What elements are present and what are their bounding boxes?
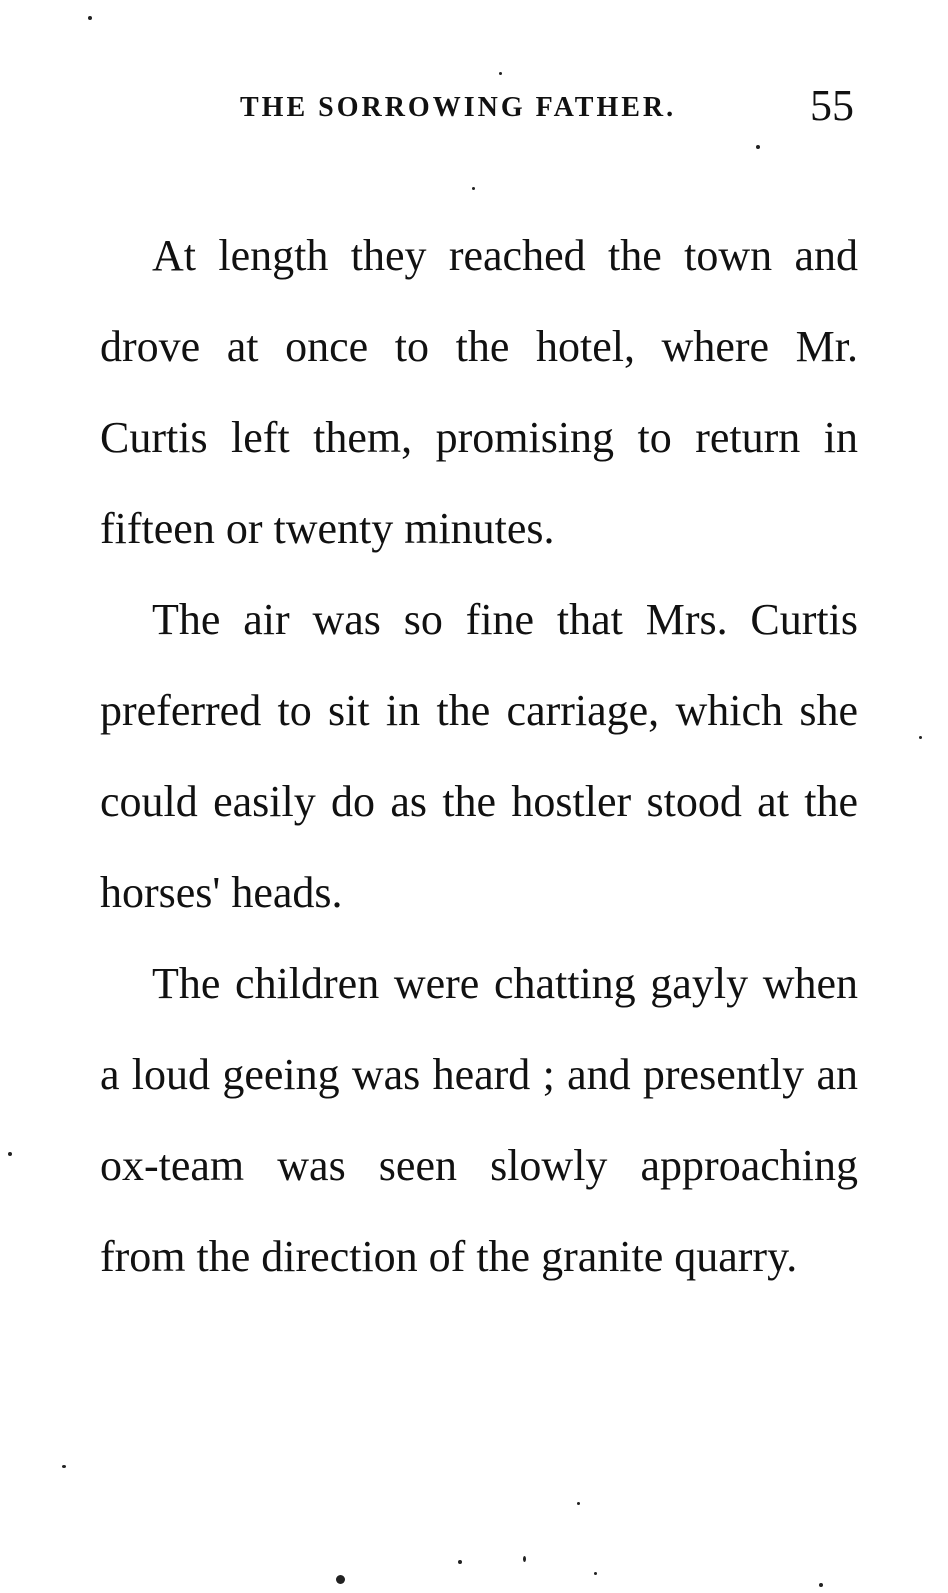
running-title: THE SORROWING FATHER. <box>240 92 677 123</box>
scan-speck <box>919 736 922 739</box>
paragraph-3: The children were chatting gayly when a loud geeing was heard ; and presently an ox-team was seen slowly approaching from the direction of the granite quarry. <box>100 959 858 1281</box>
scan-speck <box>523 1556 526 1562</box>
scan-speck <box>594 1572 597 1575</box>
scan-speck <box>8 1152 12 1156</box>
scan-speck <box>499 72 502 75</box>
scan-speck <box>88 16 92 20</box>
page-number: 55 <box>810 81 854 130</box>
scan-speck <box>756 145 760 149</box>
paragraph-1: At length they reached the town and drove at once to the hotel, where Mr. Curtis left them, promising to return in fifteen or twenty minutes. <box>100 231 858 553</box>
scan-speck <box>62 1465 66 1468</box>
paragraph-2: The air was so fine that Mrs. Curtis preferred to sit in the carriage, which she could easily do as the hostler stood at the horses' heads. <box>100 595 858 917</box>
scan-speck <box>336 1575 345 1584</box>
scan-speck <box>819 1583 823 1587</box>
scan-speck <box>577 1502 580 1505</box>
scan-speck <box>458 1560 462 1564</box>
scan-speck <box>472 187 475 190</box>
body-text <box>100 210 858 1302</box>
